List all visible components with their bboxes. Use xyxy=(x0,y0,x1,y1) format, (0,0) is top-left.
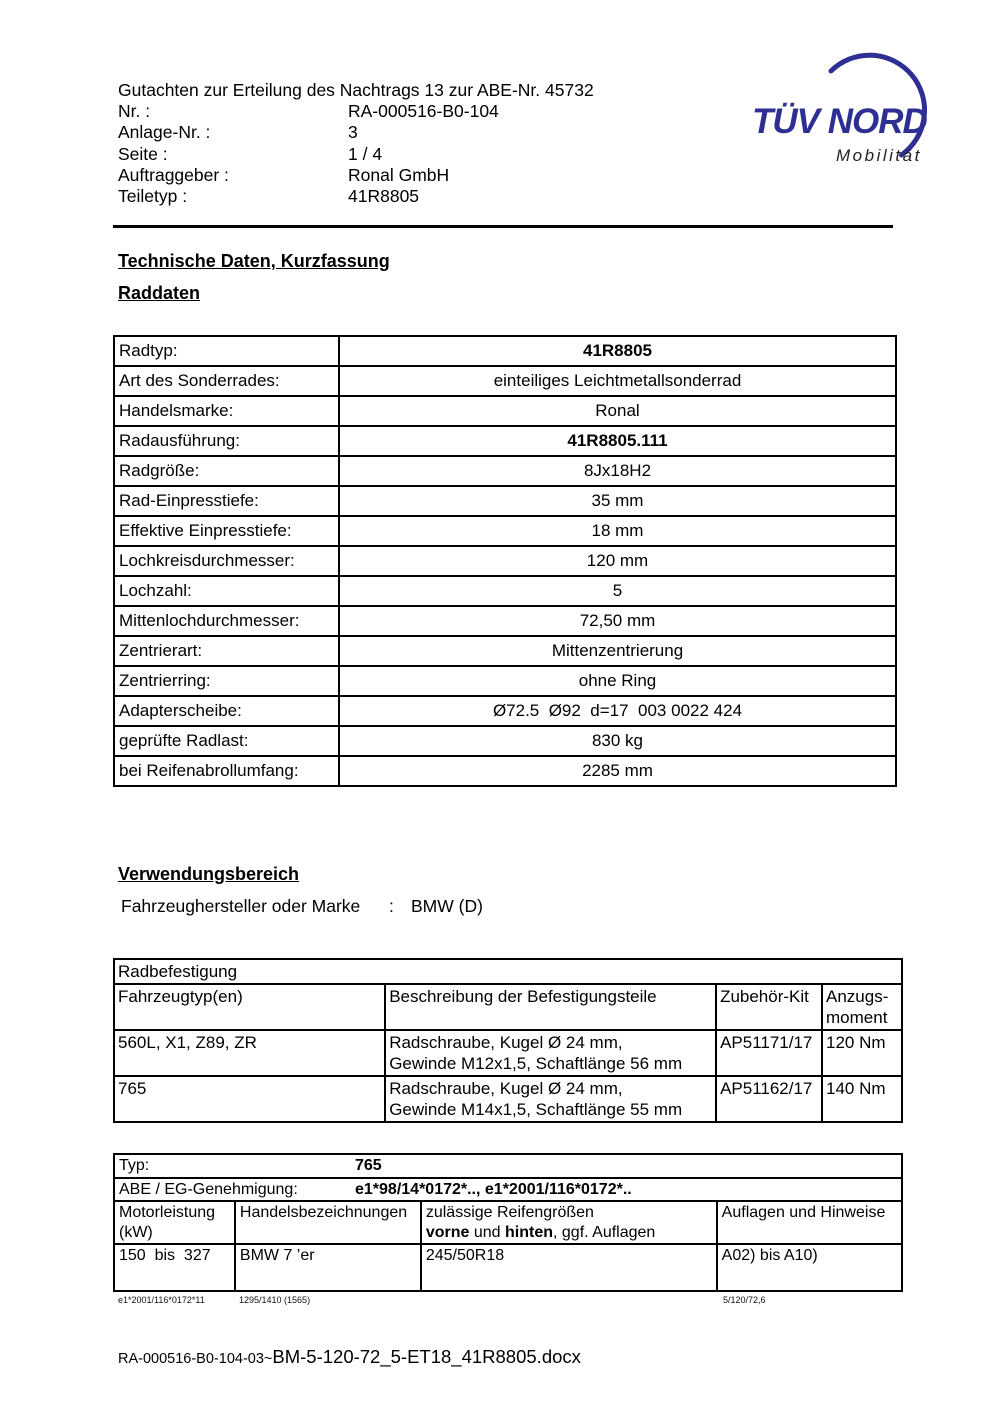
table-row xyxy=(114,1076,902,1122)
field-value: Ronal GmbH xyxy=(348,164,450,185)
raddaten-label: Adapterscheibe: xyxy=(114,696,339,726)
footnote-last: 1295/1410 (1565) xyxy=(239,1295,311,1305)
table-row xyxy=(114,396,896,426)
anzugsmoment-line1: Anzugs- xyxy=(826,987,889,1006)
typ-value: 765 xyxy=(355,1157,382,1174)
raddaten-value: Ø72.5 Ø92 d=17 003 0022 424 xyxy=(339,696,896,726)
anzugsmoment-line2: moment xyxy=(826,1008,888,1027)
beschreibung-line1: Radschraube, Kugel Ø 24 mm, xyxy=(389,1033,623,1052)
ggf-auflagen-text: , ggf. Auflagen xyxy=(553,1223,656,1241)
field-label: Nr. : xyxy=(118,101,151,122)
raddaten-value: 120 mm xyxy=(339,546,896,576)
hersteller-colon: : xyxy=(389,896,394,916)
vorne-text: vorne xyxy=(425,1223,470,1241)
table-row xyxy=(114,756,896,786)
raddaten-value: ohne Ring xyxy=(339,666,896,696)
reifengroessen-line2 xyxy=(426,1223,712,1243)
anzugsmoment-cell: 140 Nm xyxy=(822,1076,902,1122)
raddaten-label: Lochzahl: xyxy=(114,576,339,606)
logo-brand-text: TÜV NORD xyxy=(752,102,927,141)
raddaten-label: Zentrierring: xyxy=(114,666,339,696)
column-header-beschreibung: Beschreibung der Befestigungsteile xyxy=(385,984,716,1030)
field-value: 41R8805 xyxy=(348,186,420,207)
raddaten-label: Lochkreisdurchmesser: xyxy=(114,546,339,576)
radbefestigung-title: Radbefestigung xyxy=(114,959,902,984)
section-heading-verwendungsbereich: Verwendungsbereich xyxy=(118,864,300,884)
tuev-nord-logo xyxy=(750,50,960,175)
raddaten-label: Effektive Einpresstiefe: xyxy=(114,516,339,546)
raddaten-label: Handelsmarke: xyxy=(114,396,339,426)
table-row xyxy=(114,516,896,546)
zubehoer-kit-cell: AP51162/17 xyxy=(716,1076,822,1122)
report-title: Gutachten zur Erteilung des Nachtrags 13 zur ABE-Nr. 45732 xyxy=(118,80,594,100)
header-field-nr xyxy=(118,101,594,122)
motorleistung-line2: (kW) xyxy=(119,1223,153,1241)
field-label: Seite : xyxy=(118,143,168,164)
table-row xyxy=(114,606,896,636)
footer-reference: RA-000516-B0-104-03~ xyxy=(118,1351,273,1367)
table-row xyxy=(114,1244,902,1291)
zubehoer-kit-cell: AP51171/17 xyxy=(716,1030,822,1076)
table-row xyxy=(114,959,902,984)
reifengroesse-cell: 245/50R18 xyxy=(421,1244,717,1291)
hersteller-label: Fahrzeughersteller oder Marke xyxy=(121,896,361,916)
raddaten-value: 5 xyxy=(339,576,896,606)
raddaten-value: 41R8805.111 xyxy=(339,426,896,456)
field-value: 1 / 4 xyxy=(348,143,383,164)
footnote-genehmigung: e1*2001/116*0172*11 xyxy=(118,1295,205,1305)
field-label: Teiletyp : xyxy=(118,186,188,207)
table-row xyxy=(114,576,896,606)
report-header xyxy=(118,80,594,207)
field-value: RA-000516-B0-104 xyxy=(348,101,499,122)
table-row xyxy=(114,1030,902,1076)
table-header-row xyxy=(114,984,902,1030)
table-row xyxy=(114,696,896,726)
footnote-lochkreis: 5/120/72,6 xyxy=(723,1295,766,1305)
raddaten-value: 18 mm xyxy=(339,516,896,546)
table-header-row xyxy=(114,1201,902,1244)
typ-table-footnotes xyxy=(113,1295,903,1307)
table-row xyxy=(114,426,896,456)
typ-table xyxy=(113,1153,903,1292)
raddaten-table xyxy=(113,335,897,787)
header-field-anlage xyxy=(118,122,594,143)
beschreibung-cell xyxy=(385,1030,716,1076)
raddaten-label: Radtyp: xyxy=(114,336,339,366)
table-row xyxy=(114,366,896,396)
table-row xyxy=(114,1154,902,1178)
raddaten-label: Rad-Einpresstiefe: xyxy=(114,486,339,516)
raddaten-value: einteiliges Leichtmetallsonderrad xyxy=(339,366,896,396)
raddaten-label: Zentrierart: xyxy=(114,636,339,666)
header-field-seite xyxy=(118,144,594,165)
raddaten-label: geprüfte Radlast: xyxy=(114,726,339,756)
anzugsmoment-cell: 120 Nm xyxy=(822,1030,902,1076)
header-field-teiletyp xyxy=(118,186,594,207)
raddaten-value: Ronal xyxy=(339,396,896,426)
radbefestigung-table xyxy=(113,958,903,1123)
column-header-auflagen: Auflagen und Hinweise xyxy=(717,1201,902,1244)
beschreibung-cell xyxy=(385,1076,716,1122)
hinten-text: hinten xyxy=(505,1223,554,1241)
table-row xyxy=(114,456,896,486)
typ-label: Typ: xyxy=(119,1157,150,1174)
column-header-zubehoer-kit: Zubehör-Kit xyxy=(716,984,822,1030)
auflagen-cell: A02) bis A10) xyxy=(717,1244,902,1291)
raddaten-value: 35 mm xyxy=(339,486,896,516)
section-heading-raddaten: Raddaten xyxy=(118,283,201,303)
motorleistung-cell: 150 bis 327 xyxy=(114,1244,235,1291)
hersteller-value: BMW (D) xyxy=(411,896,483,916)
raddaten-label: Radgröße: xyxy=(114,456,339,486)
header-divider xyxy=(113,225,893,228)
raddaten-value: 8Jx18H2 xyxy=(339,456,896,486)
motorleistung-line1: Motorleistung xyxy=(119,1204,216,1221)
field-value: 3 xyxy=(348,122,358,143)
beschreibung-line2: Gewinde M14x1,5, Schaftlänge 55 mm xyxy=(389,1100,683,1119)
table-row xyxy=(114,726,896,756)
abe-value: e1*98/14*0172*.., e1*2001/116*0172*.. xyxy=(355,1180,632,1198)
table-row xyxy=(114,486,896,516)
page-footer xyxy=(118,1346,581,1368)
abe-label: ABE / EG-Genehmigung: xyxy=(119,1180,298,1198)
abe-row-cell xyxy=(114,1178,902,1202)
table-row xyxy=(114,666,896,696)
und-text: und xyxy=(469,1223,506,1241)
table-row xyxy=(114,636,896,666)
field-label: Auftraggeber : xyxy=(118,164,229,185)
footer-filename: BM-5-120-72_5-ET18_41R8805.docx xyxy=(272,1346,581,1367)
typ-row-cell xyxy=(114,1154,902,1178)
raddaten-label: Radausführung: xyxy=(114,426,339,456)
reifengroessen-line1: zulässige Reifengrößen xyxy=(425,1204,594,1221)
raddaten-value: Mittenzentrierung xyxy=(339,636,896,666)
header-field-auftraggeber xyxy=(118,165,594,186)
table-row xyxy=(114,336,896,366)
column-header-motorleistung xyxy=(114,1201,235,1244)
raddaten-label: Art des Sonderrades: xyxy=(114,366,339,396)
column-header-reifengroessen xyxy=(421,1201,717,1244)
table-row xyxy=(114,1178,902,1202)
column-header-anzugsmoment xyxy=(822,984,902,1030)
raddaten-value: 72,50 mm xyxy=(339,606,896,636)
raddaten-value: 41R8805 xyxy=(339,336,896,366)
table-row xyxy=(114,546,896,576)
beschreibung-line2: Gewinde M12x1,5, Schaftlänge 56 mm xyxy=(389,1054,683,1073)
column-header-handelsbezeichnungen: Handelsbezeichnungen xyxy=(235,1201,421,1244)
raddaten-label: Mittenlochdurchmesser: xyxy=(114,606,339,636)
logo-tagline: Mobilität xyxy=(836,146,922,165)
fahrzeugtyp-cell: 765 xyxy=(114,1076,385,1122)
section-heading-technische-daten: Technische Daten, Kurzfassung xyxy=(118,251,390,271)
column-header-fahrzeugtyp: Fahrzeugtyp(en) xyxy=(114,984,385,1030)
handelsbezeichnung-cell: BMW 7 ’er xyxy=(235,1244,421,1291)
raddaten-value: 830 kg xyxy=(339,726,896,756)
field-label: Anlage-Nr. : xyxy=(118,122,211,143)
beschreibung-line1: Radschraube, Kugel Ø 24 mm, xyxy=(389,1079,623,1098)
hersteller-line xyxy=(121,896,483,917)
raddaten-label: bei Reifenabrollumfang: xyxy=(114,756,339,786)
fahrzeugtyp-cell: 560L, X1, Z89, ZR xyxy=(114,1030,385,1076)
raddaten-value: 2285 mm xyxy=(339,756,896,786)
